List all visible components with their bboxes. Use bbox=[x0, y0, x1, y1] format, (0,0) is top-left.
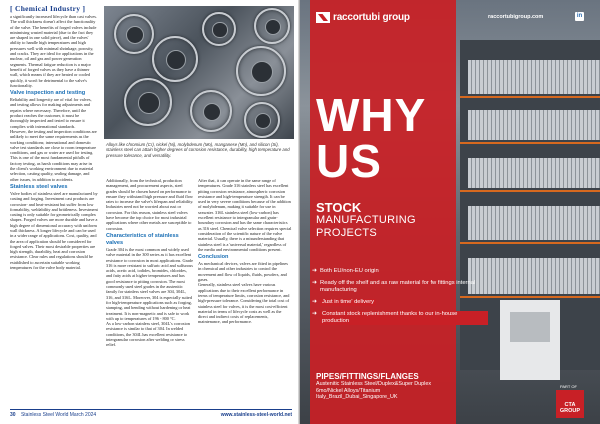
brand-name: raccortubi group bbox=[333, 12, 410, 23]
col3-body2: As mechanical devices, valves are fitted in pipelines in chemical and other industries to control the movement and flow of liquids, fluids, powders, and gases. bbox=[198, 261, 288, 283]
section-tag: [ Chemical Industry ] bbox=[10, 4, 86, 13]
headline bbox=[316, 89, 427, 187]
arrow-right-icon: ➜ bbox=[312, 268, 318, 274]
col1-body1: Reliability and longevity are of vital for valves, and testing allows for making adjustments and repairs where necessary. Therefore, until the product reaches the customer, it must be thoroughly inspected and tested to ensure it complies with international standards. bbox=[10, 97, 92, 129]
heading-characteristics: Characteristics of stainless valves bbox=[106, 232, 179, 246]
cta-group-logo: CTA GROUP bbox=[556, 390, 584, 418]
products-title: PIPES/FITTINGS/FLANGES bbox=[316, 372, 419, 381]
stock-sub-projects: PROJECTS bbox=[316, 226, 378, 239]
products-materials: Austenitic Stainless Steel/Duplex&Super Duplex bbox=[316, 381, 432, 387]
footer-rule bbox=[10, 409, 292, 410]
heading-stainless-valves: Stainless steel valves bbox=[10, 183, 68, 190]
products-block bbox=[316, 372, 431, 401]
arrow-right-icon: ➜ bbox=[312, 280, 318, 286]
raccortubi-logo-icon bbox=[316, 12, 330, 23]
photo-caption: Alloys like chromium (Cr), nickel (Ni), molybdenum (Mo), manganese (Mn), and silicon (Si), stainless steel can attain higher degrees of corrosion resistance, durability, high temperature and pressure tolerance, and versatility. bbox=[106, 142, 290, 158]
heading-valve-inspection: Valve inspection and testing bbox=[10, 90, 86, 97]
advert-website-link[interactable]: raccortubigroup.com bbox=[488, 14, 544, 20]
col2-body2: Grade 304 is the most common and widely used valve material in the 300 series as it has excellent resistance to corrosion in most applications. Grade 316 is more resistant to sulfuric acid and sulfurous acids, acetic acid, iodides, bromides, chlorides, and fatty acids at higher temperatures and has good resistance to pitting corrosion. The most commonly used steel grades in the austenitic family for stainless steel valves are 304, 304L, 316, and 316L. Moreover, 304 is especially suited for high-temperature applications such as forging, stamping, and bending without hardening or heat treatment. It is non-magnetic and is safe to work with up to temperatures of 196 - 800 °C. bbox=[106, 246, 193, 321]
col1-body2: Valve bodies of stainless steel are manufactured by casting and forging. Investment cast products are corrosion- and heat-resistant but suffer from low formability, weldability and brittleness. Investment casting is only suitable for geometrically complex shapes. Forged valves are more durable and have a high degree of dimensional accuracy with uniform wall thickness. A longer lifecycle and can be used in a wider range of applications. Cost, quality, and the area of application should be considered for forged valves. Their most desirable properties are high strength, durability, heat and corrosion resistance. Clear rules and regulations should be established to ascertain suitable working temperatures for the valve body material. bbox=[10, 190, 98, 271]
benefit-item: ➜ Both EU/non-EU origin bbox=[312, 268, 379, 274]
headline-us: US bbox=[316, 135, 382, 187]
raccortubi-advert bbox=[300, 0, 600, 424]
article-column-1 bbox=[10, 14, 98, 270]
benefit-item: ➜ Constant stock replenishment thanks to our in-house production bbox=[312, 311, 488, 325]
col2-body3: As a low-carbon stainless steel, 304L's corrosion resistance is similar to that of 304. In welded conditions, the 304L has excellent resistance to intergranular corrosion after welding or stress relief. bbox=[106, 321, 190, 348]
part-of-label: PART OF bbox=[560, 384, 577, 389]
benefit-item: ➜ Just in time' delivery bbox=[312, 299, 375, 305]
page-footer bbox=[10, 412, 292, 418]
col1-body1b: However, the testing and inspection conditions are unlikely to meet the same requirements as the working conditions; international and domestic valve test standards are close to room temperature conditions, and gas or water are used for testing. This is one of the most fundamental pitfalls of factory testing, as harsh conditions may arise in the client's working environment due to material selection, casting quality, sealing damage, and other issues, in addition to accidents. bbox=[10, 128, 97, 182]
publication-name: Stainless Steel World March 2024 bbox=[20, 412, 97, 418]
col3-body1: After that, it can operate in the same range of temperatures. Grade 316 stainless steel has excellent pitting corrosion resistance, atmospheric corrosion resistance and high-temperature strength. It can be used in very severe conditions because of the addition of molybdenum, making it suitable for use in seawater. 316L stainless steel (low-carbon) has excellent resistance to intergranular and grain-boundary corrosion and has the same characteristics as 316 steel. Chemical valve selection requires special consideration of the scientific nature of the valve material. Usually, there is a misunderstanding that stainless steel is a 'universal material,' regardless of the media and environmental conditions present. bbox=[198, 178, 292, 252]
raccortubi-logo bbox=[316, 12, 410, 23]
arrow-right-icon: ➜ bbox=[312, 311, 318, 317]
col3-body3: Generally, stainless steel valves have various applications due to their excellent performance in terms of temperature limits, corrosion resistance, and high-pressure tolerance. Considering the total cost of stainless steel for valves, it is the most cost-efficient material in terms of lifecycle costs as well as the direct and indirect costs of replacements, maintenance, and performance. bbox=[198, 282, 290, 325]
heading-conclusion: Conclusion bbox=[198, 254, 229, 261]
stock-subtitle bbox=[316, 214, 416, 239]
stock-sub-manufacturing: MANUFACTURING bbox=[316, 214, 416, 226]
products-locations: Italy_Brazil_Dubai_Singapore_UK bbox=[316, 394, 398, 400]
products-alloys: 6mo/Nickel Alloys/Titanium bbox=[316, 387, 381, 394]
col2-body1: Additionally, from the technical, production management, and procurement aspects, steel grades should be chosen based on performance to ensure they withstand high pressure and fluid flow rates to increase the valve's lifespan and reliability. Industries need not be worried about rust or corrosion. For this reason, stainless steel valves have become the top choice for most industrial applications where other metals are susceptible to corrosion. bbox=[106, 178, 194, 231]
valves-photo bbox=[104, 6, 294, 139]
page-number: 30 bbox=[10, 412, 16, 418]
col1-intro: a significantly increased lifecycle than cast valves. The wall thickness doesn't affect the functionality of the valve. The benefits of forged valves include minimising wasted material (due to the fact they are shaped in one solid piece), and the valves' ability to handle high temperatures and high pressures well with minimal shrinkage, porosity, and cracks. They are ideal for applications in the nuclear, oil and gas and power generation segments. Thermal fatigue reduction is a major benefit of forged valves as they have a thinner wall, which means if they are heated or cooled quickly, it won't be detrimental to the valve's functionality. bbox=[10, 14, 97, 88]
stock-title: STOCK bbox=[316, 200, 362, 215]
article-column-2 bbox=[106, 178, 194, 348]
article-column-3 bbox=[198, 178, 292, 325]
benefits-list bbox=[312, 268, 488, 330]
publication-website-link[interactable]: www.stainless-steel-world.net bbox=[220, 412, 292, 418]
section-tag-label: Chemical Industry bbox=[14, 4, 81, 13]
arrow-right-icon: ➜ bbox=[312, 299, 318, 305]
benefit-item: ➜ Ready off the shelf and as raw material for fw fittings internal manufacturing bbox=[312, 280, 476, 293]
headline-why: WHY bbox=[316, 89, 427, 141]
linkedin-icon[interactable]: in bbox=[576, 13, 583, 19]
